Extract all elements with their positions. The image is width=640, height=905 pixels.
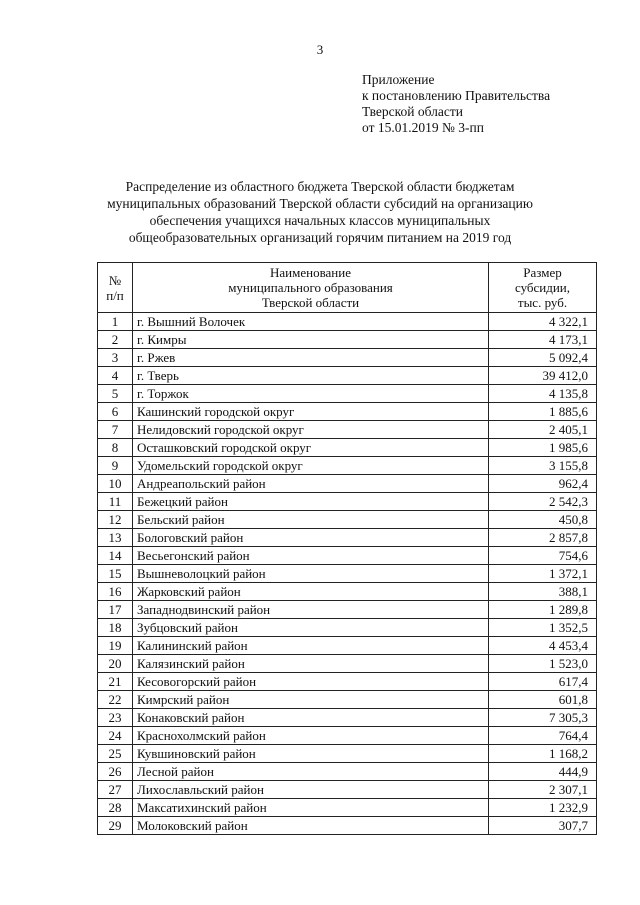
row-value-cell: 39 412,0 <box>489 367 597 385</box>
row-value-cell: 2 405,1 <box>489 421 597 439</box>
table-row <box>98 493 597 511</box>
row-name-cell: Весьегонский район <box>133 547 489 565</box>
table-row <box>98 565 597 583</box>
row-number-cell: 4 <box>98 367 133 385</box>
row-name-cell: Кесовогорский район <box>133 673 489 691</box>
row-number-cell: 1 <box>98 313 133 331</box>
header-text: Наименование <box>270 265 351 280</box>
row-value-cell: 764,4 <box>489 727 597 745</box>
title-line: муниципальных образований Тверской области субсидий на организацию <box>107 196 533 211</box>
row-number-cell: 17 <box>98 601 133 619</box>
row-name-cell: Лесной район <box>133 763 489 781</box>
row-value-cell: 2 857,8 <box>489 529 597 547</box>
row-value-cell: 754,6 <box>489 547 597 565</box>
table-row <box>98 475 597 493</box>
row-name-cell: Бельский район <box>133 511 489 529</box>
row-number-cell: 29 <box>98 817 133 835</box>
table-body <box>98 313 597 835</box>
row-value-cell: 617,4 <box>489 673 597 691</box>
row-value-cell: 4 453,4 <box>489 637 597 655</box>
header-name <box>133 263 489 313</box>
row-name-cell: Жарковский район <box>133 583 489 601</box>
title-line: обеспечения учащихся начальных классов муниципальных <box>149 213 491 228</box>
row-number-cell: 6 <box>98 403 133 421</box>
row-number-cell: 5 <box>98 385 133 403</box>
row-number-cell: 10 <box>98 475 133 493</box>
row-number-cell: 14 <box>98 547 133 565</box>
table-row <box>98 349 597 367</box>
row-name-cell: Нелидовский городской округ <box>133 421 489 439</box>
table-row <box>98 529 597 547</box>
row-value-cell: 1 523,0 <box>489 655 597 673</box>
table-row <box>98 691 597 709</box>
row-number-cell: 2 <box>98 331 133 349</box>
row-value-cell: 2 542,3 <box>489 493 597 511</box>
table-row <box>98 673 597 691</box>
appendix-line: Приложение <box>362 72 435 87</box>
row-number-cell: 15 <box>98 565 133 583</box>
row-name-cell: Андреапольский район <box>133 475 489 493</box>
row-name-cell: г. Тверь <box>133 367 489 385</box>
appendix-line: от 15.01.2019 № 3-пп <box>362 120 484 135</box>
row-name-cell: Западнодвинский район <box>133 601 489 619</box>
row-number-cell: 27 <box>98 781 133 799</box>
row-value-cell: 450,8 <box>489 511 597 529</box>
appendix-line: Тверской области <box>362 104 463 119</box>
document-title <box>60 178 580 246</box>
row-name-cell: Калязинский район <box>133 655 489 673</box>
row-number-cell: 3 <box>98 349 133 367</box>
row-value-cell: 2 307,1 <box>489 781 597 799</box>
row-value-cell: 7 305,3 <box>489 709 597 727</box>
table-row <box>98 331 597 349</box>
row-value-cell: 1 885,6 <box>489 403 597 421</box>
row-number-cell: 11 <box>98 493 133 511</box>
table-row <box>98 727 597 745</box>
row-name-cell: г. Кимры <box>133 331 489 349</box>
header-text: п/п <box>106 287 124 303</box>
row-name-cell: Осташковский городской округ <box>133 439 489 457</box>
table-row <box>98 457 597 475</box>
table-row <box>98 547 597 565</box>
row-name-cell: Кувшиновский район <box>133 745 489 763</box>
header-text: Тверской области <box>261 295 360 310</box>
row-name-cell: г. Ржев <box>133 349 489 367</box>
row-name-cell: Бологовский район <box>133 529 489 547</box>
table-row <box>98 439 597 457</box>
row-value-cell: 4 173,1 <box>489 331 597 349</box>
table-row <box>98 403 597 421</box>
row-name-cell: Краснохолмский район <box>133 727 489 745</box>
row-number-cell: 21 <box>98 673 133 691</box>
row-number-cell: 25 <box>98 745 133 763</box>
row-number-cell: 24 <box>98 727 133 745</box>
row-value-cell: 1 289,8 <box>489 601 597 619</box>
table-row <box>98 709 597 727</box>
row-name-cell: Калининский район <box>133 637 489 655</box>
table-row <box>98 583 597 601</box>
row-name-cell: г. Торжок <box>133 385 489 403</box>
table-row <box>98 763 597 781</box>
row-value-cell: 307,7 <box>489 817 597 835</box>
row-number-cell: 12 <box>98 511 133 529</box>
row-value-cell: 5 092,4 <box>489 349 597 367</box>
row-value-cell: 444,9 <box>489 763 597 781</box>
table-row <box>98 799 597 817</box>
row-name-cell: Конаковский район <box>133 709 489 727</box>
table-row <box>98 313 597 331</box>
row-value-cell: 3 155,8 <box>489 457 597 475</box>
row-value-cell: 4 322,1 <box>489 313 597 331</box>
row-number-cell: 19 <box>98 637 133 655</box>
table-row <box>98 781 597 799</box>
row-number-cell: 26 <box>98 763 133 781</box>
row-number-cell: 8 <box>98 439 133 457</box>
title-line: общеобразовательных организаций горячим питанием на 2019 год <box>128 230 512 245</box>
header-text: тыс. руб. <box>517 295 568 310</box>
row-value-cell: 601,8 <box>489 691 597 709</box>
table-header-row <box>98 263 597 313</box>
row-name-cell: Бежецкий район <box>133 493 489 511</box>
row-number-cell: 28 <box>98 799 133 817</box>
subsidy-table <box>97 262 597 835</box>
title-line: Распределение из областного бюджета Тверской области бюджетам <box>125 179 515 194</box>
row-name-cell: Максатихинский район <box>133 799 489 817</box>
row-name-cell: Кашинский городской округ <box>133 403 489 421</box>
appendix-line: к постановлению Правительства <box>362 88 551 103</box>
row-value-cell: 4 135,8 <box>489 385 597 403</box>
row-number-cell: 9 <box>98 457 133 475</box>
appendix-block <box>362 72 550 136</box>
table-row <box>98 511 597 529</box>
table-row <box>98 385 597 403</box>
row-name-cell: г. Вышний Волочек <box>133 313 489 331</box>
row-name-cell: Лихославльский район <box>133 781 489 799</box>
table-row <box>98 619 597 637</box>
row-name-cell: Вышневолоцкий район <box>133 565 489 583</box>
row-value-cell: 962,4 <box>489 475 597 493</box>
row-number-cell: 18 <box>98 619 133 637</box>
row-value-cell: 1 985,6 <box>489 439 597 457</box>
table-row <box>98 745 597 763</box>
row-value-cell: 1 168,2 <box>489 745 597 763</box>
table-row <box>98 421 597 439</box>
header-number <box>98 263 133 313</box>
table-row <box>98 655 597 673</box>
header-text: субсидии, <box>514 280 571 295</box>
row-name-cell: Удомельский городской округ <box>133 457 489 475</box>
row-value-cell: 1 352,5 <box>489 619 597 637</box>
row-name-cell: Кимрский район <box>133 691 489 709</box>
row-name-cell: Зубцовский район <box>133 619 489 637</box>
table-row <box>98 817 597 835</box>
header-text: муниципального образования <box>228 280 393 295</box>
row-number-cell: 13 <box>98 529 133 547</box>
header-text: Размер <box>523 265 562 280</box>
row-number-cell: 23 <box>98 709 133 727</box>
row-number-cell: 20 <box>98 655 133 673</box>
row-name-cell: Молоковский район <box>133 817 489 835</box>
header-value <box>489 263 597 313</box>
row-number-cell: 22 <box>98 691 133 709</box>
row-number-cell: 7 <box>98 421 133 439</box>
row-value-cell: 388,1 <box>489 583 597 601</box>
row-value-cell: 1 372,1 <box>489 565 597 583</box>
header-text: № <box>108 272 122 288</box>
row-value-cell: 1 232,9 <box>489 799 597 817</box>
table-row <box>98 637 597 655</box>
table-row <box>98 367 597 385</box>
page-number: 3 <box>316 42 324 57</box>
row-number-cell: 16 <box>98 583 133 601</box>
table-row <box>98 601 597 619</box>
